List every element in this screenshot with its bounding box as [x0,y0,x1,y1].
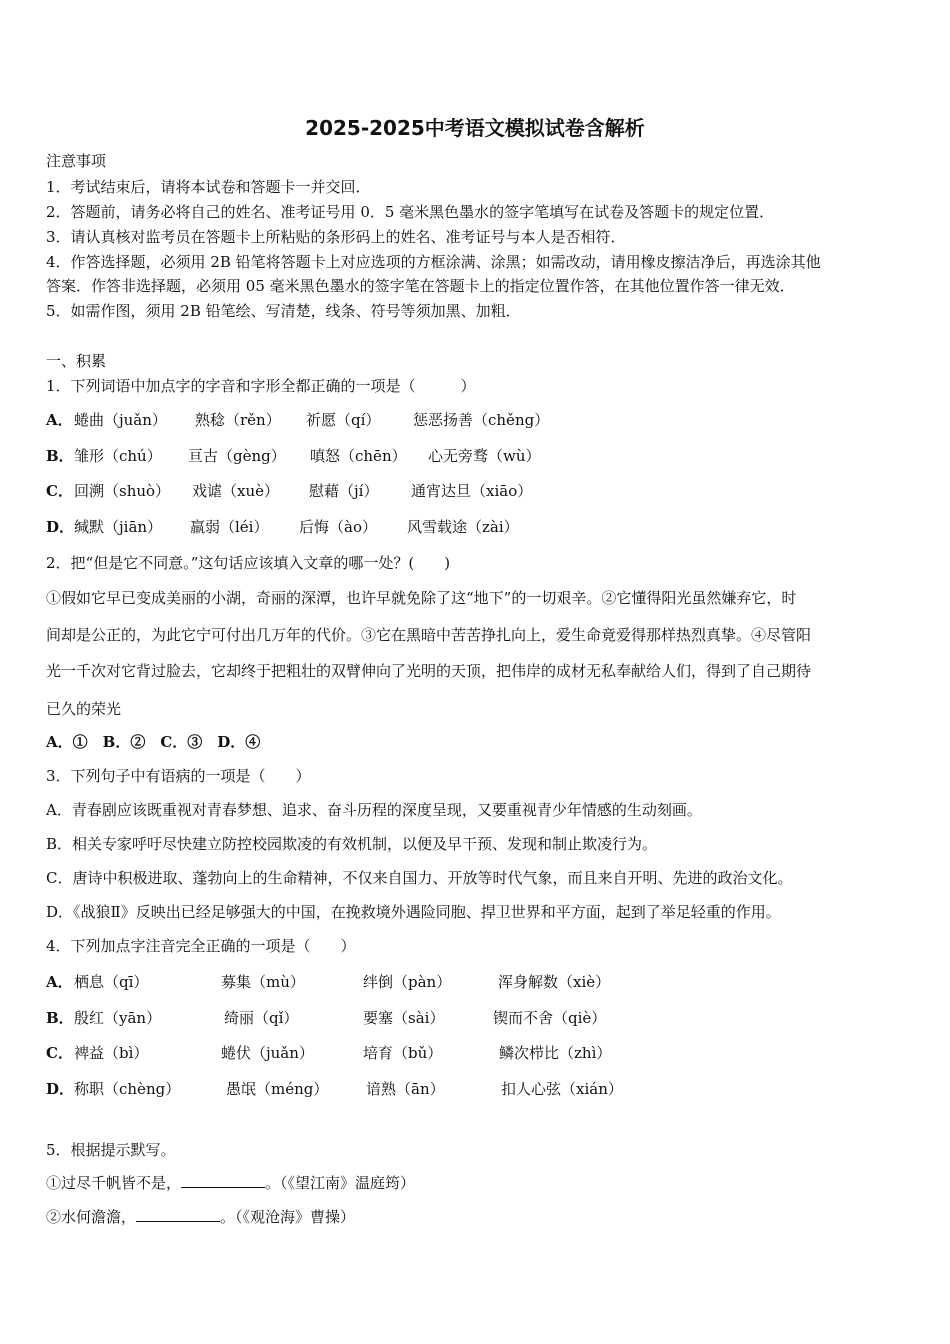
option-item: 亘古（gèng） [188,447,286,465]
question-stem: 2．把“但是它不同意。”这句话应该填入文章的哪一处？( ) [46,554,451,572]
option-item: 雏形（chú） [74,447,162,465]
option-item: 嗔怒（chēn） [310,447,407,465]
option-item: 浑身解数（xiè） [498,973,611,991]
option-item: 回溯（shuò） [74,482,171,500]
page-title: 2025-2025中考语文模拟试卷含解析 [305,116,645,140]
option-label: A． [46,973,73,991]
notice-item: 1．考试结束后，请将本试卷和答题卡一并交回． [46,178,371,196]
option-item: 熟稔（rěn） [195,411,281,429]
dictation-line [46,1207,355,1227]
passage-line: 已久的荣光 [46,700,122,718]
option-item: 蜷曲（juǎn） [74,411,167,429]
dictation-source: 。（《望江南》温庭筠） [265,1174,416,1192]
notice-item: 答案．作答非选择题，必须用 05 毫米黑色墨水的签字笔在答题卡上的指定位置作答，在其他位置作答一律无效． [46,277,795,295]
option-item: 戏谑（xuè） [192,482,279,500]
notice-item: 4．作答选择题，必须用 2B 铅笔将答题卡上对应选项的方框涂满、涂黑；如需改动，请用橡皮擦洁净后，再选涂其他 [46,253,821,271]
option-item: 通宵达旦（xiāo） [411,482,533,500]
option-item: 谙熟（ān） [366,1080,445,1098]
passage-line: ①假如它早已变成美丽的小湖，奇丽的深潭，也许早就免除了这“地下”的一切艰辛。②它懂得阳光虽然嫌弃它，时 [46,589,797,607]
option-label: A． [46,411,73,429]
option-item: 绮丽（qǐ） [224,1009,299,1027]
option-item: 募集（mù） [221,973,305,991]
option-line: A．青春剧应该既重视对青春梦想、追求、奋斗历程的深度呈现，又要重视青少年情感的生动刻画。 [46,801,702,819]
section-heading: 一、积累 [46,352,107,370]
option-item: 锲而不舍（qiè） [493,1009,607,1027]
option-item: 心无旁骛（wù） [428,447,541,465]
answer-blank[interactable] [136,1207,220,1222]
option-label: B． [46,1009,74,1027]
option-label: D． [46,1080,75,1098]
option-item: 愚氓（méng） [226,1080,329,1098]
option-item: 慰藉（jí） [309,482,379,500]
notice-item: 5．如需作图，须用 2B 铅笔绘、写清楚，线条、符号等须加黑、加粗． [46,302,521,320]
option-label: C． [46,1044,73,1062]
option-item: 要塞（sài） [363,1009,445,1027]
option-line: D．《战狼Ⅱ》反映出已经足够强大的中国，在挽救境外遇险同胞、捍卫世界和平方面，起到了举足轻重的作用。 [46,903,781,921]
dictation-line [46,1173,415,1193]
option-item: 祈愿（qí） [306,411,381,429]
option-item: 蜷伏（juǎn） [221,1044,314,1062]
option-item: 栖息（qī） [74,973,149,991]
option-line: C．唐诗中积极进取、蓬勃向上的生命精神，不仅来自国力、开放等时代气象，而且来自开明、先进的政治文化。 [46,869,793,887]
option-item: 惩恶扬善（chěng） [413,411,550,429]
option-item: 后悔（ào） [299,518,377,536]
notice-heading: 注意事项 [46,152,107,170]
option-item: 绊倒（pàn） [363,973,452,991]
dictation-prompt: ①过尽千帆皆不是， [46,1174,182,1192]
question-stem: 5．根据提示默写。 [46,1141,176,1159]
passage-line: 光一千次对它背过脸去，它却终于把粗壮的双臂伸向了光明的天顶，把伟岸的成材无私奉献给人们，得到了自己期待 [46,662,812,680]
answer-blank[interactable] [181,1173,265,1188]
option-line: B．相关专家呼吁尽快建立防控校园欺凌的有效机制，以便及早干预、发现和制止欺凌行为。 [46,835,658,853]
option-item: 裨益（bì） [74,1044,149,1062]
option-item: 缄默（jiān） [74,518,163,536]
option-item: 殷红（yān） [74,1009,162,1027]
question-stem: 3．下列句子中有语病的一项是（ ） [46,767,311,785]
passage-line: 间却是公正的，为此它宁可付出几万年的代价。③它在黑暗中苦苦挣扎向上，爱生命竟爱得那样热烈真挚。④尽管阳 [46,626,812,644]
option-label: B． [46,447,74,465]
question-stem: 4．下列加点字注音完全正确的一项是（ ） [46,937,356,955]
dictation-prompt: ②水何澹澹， [46,1208,137,1226]
option-label: C． [46,482,73,500]
question-stem: 1．下列词语中加点字的字音和字形全都正确的一项是（ ） [46,377,476,395]
option-item: 称职（chèng） [74,1080,181,1098]
option-label: D． [46,518,75,536]
notice-item: 2．答题前，请务必将自己的姓名、准考证号用 0．5 毫米黑色墨水的签字笔填写在试卷及答题卡的规定位置． [46,203,775,221]
notice-item: 3．请认真核对监考员在答题卡上所粘贴的条形码上的姓名、准考证号与本人是否相符． [46,228,626,246]
option-item: 培育（bǔ） [363,1044,443,1062]
option-item: 鳞次栉比（zhì） [499,1044,612,1062]
option-item: 扣人心弦（xián） [501,1080,623,1098]
dictation-source: 。（《观沧海》曹操） [220,1208,356,1226]
option-row: A．① B．② C．③ D．④ [46,733,261,751]
option-item: 羸弱（léi） [190,518,269,536]
option-item: 风雪载途（zài） [407,518,519,536]
